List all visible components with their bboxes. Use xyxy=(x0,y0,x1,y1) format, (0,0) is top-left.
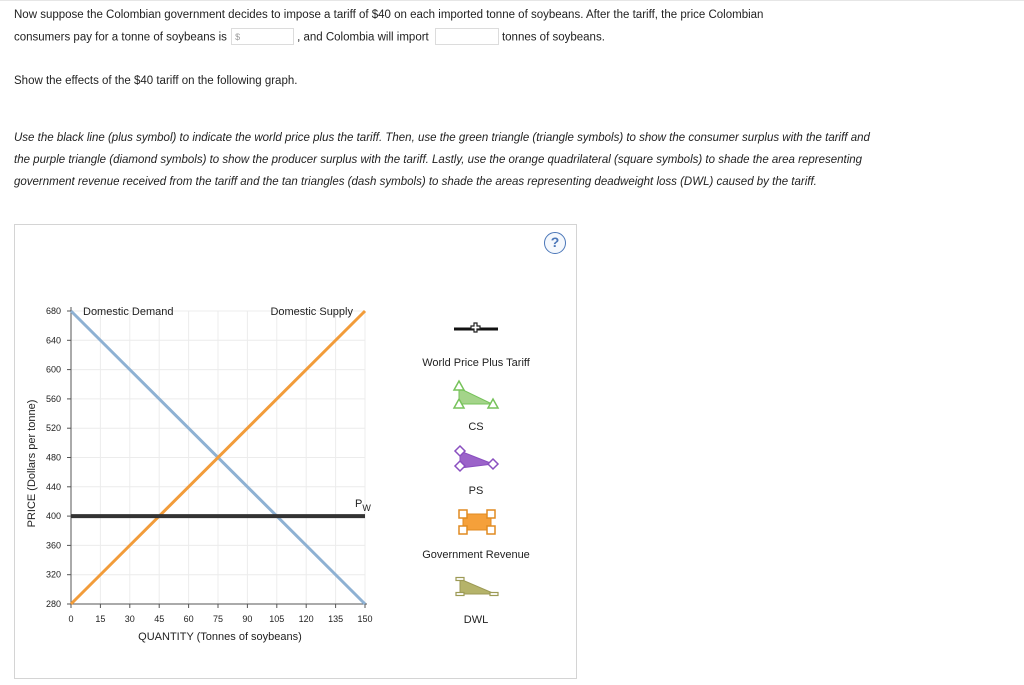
x-tick-label: 75 xyxy=(212,614,224,624)
question-text-c: tonnes of soybeans. xyxy=(501,31,605,44)
demand-label: Domestic Demand xyxy=(83,306,174,318)
instructions-text: Use the black line (plus symbol) to indicate the world price plus the tariff. Then, use the green triangle (triangle symbols) to show the consumer surplus with the tariff and the purple triangle (diamond symbols) to show the producer surplus with the tariff. Lastly, use the orange quadrilateral (square symbols) to shade the area representing government revenue received from the tariff and the tan triangles (dash symbols) to shade the areas representing deadweight loss (DWL) caused by the tariff. xyxy=(14,132,870,188)
dwl-dash-marker-icon xyxy=(490,593,498,596)
x-tick-label: 45 xyxy=(154,614,165,624)
help-icon[interactable]: ? xyxy=(544,232,566,254)
supply-label: Domestic Supply xyxy=(270,306,353,318)
tool-dwl[interactable] xyxy=(456,578,498,596)
tool-ps[interactable] xyxy=(455,446,498,471)
question-line-1: Now suppose the Colombian government decides to impose a tariff of $40 on each imported tonne of soybeans. After the tariff, the price Colombian xyxy=(14,9,764,21)
dwl-triangle-icon xyxy=(460,579,495,594)
y-tick-label: 480 xyxy=(45,452,61,463)
y-tick-label: 680 xyxy=(45,306,61,316)
x-tick-label: 90 xyxy=(242,614,253,624)
x-tick-label: 105 xyxy=(269,614,285,624)
ps-diamond-marker-icon xyxy=(488,459,498,469)
tool-label-government-revenue: Government Revenue xyxy=(422,549,530,561)
gov-revenue-square-marker-icon xyxy=(487,510,495,518)
y-tick-label: 440 xyxy=(45,481,61,492)
x-tick-label: 60 xyxy=(183,614,194,624)
x-tick-label: 120 xyxy=(298,614,314,624)
x-tick-label: 150 xyxy=(357,614,373,624)
show-effects-text: Show the effects of the $40 tariff on the following graph. xyxy=(14,75,298,87)
plus-marker-icon xyxy=(471,323,480,332)
gov-revenue-square-marker-icon xyxy=(459,510,467,518)
y-tick-label: 640 xyxy=(45,335,61,346)
y-tick-label: 360 xyxy=(45,540,61,551)
tool-label-dwl: DWL xyxy=(463,614,489,626)
tool-world-price-plus-tariff[interactable] xyxy=(454,323,498,332)
y-axis-label: PRICE (Dollars per tonne) xyxy=(26,399,38,528)
y-tick-label: 400 xyxy=(45,511,61,522)
tool-government-revenue[interactable] xyxy=(459,510,495,534)
y-tick-label: 560 xyxy=(45,393,61,404)
question-text-a: consumers pay for a tonne of soybeans is xyxy=(14,31,227,44)
y-tick-label: 320 xyxy=(45,569,61,580)
x-tick-label: 30 xyxy=(124,614,135,624)
y-tick-label: 600 xyxy=(45,364,61,375)
y-tick-label: 520 xyxy=(45,423,61,434)
x-tick-label: 15 xyxy=(95,614,106,624)
dwl-dash-marker-icon xyxy=(456,593,464,596)
gov-revenue-square-marker-icon xyxy=(459,526,467,534)
x-tick-label: 135 xyxy=(328,614,344,624)
tool-label-ps: PS xyxy=(468,485,484,497)
question-text-b: , and Colombia will import xyxy=(297,31,429,44)
y-tick-label: 280 xyxy=(45,599,61,609)
tool-label-world-price-plus-tariff: World Price Plus Tariff xyxy=(422,357,530,369)
dwl-dash-marker-icon xyxy=(456,578,464,581)
pw-label-sub: W xyxy=(362,503,371,513)
cs-triangle-marker-icon xyxy=(454,381,464,390)
tool-label-cs: CS xyxy=(468,421,484,433)
price-input-prefix: $ xyxy=(235,32,241,42)
x-tick-label: 0 xyxy=(68,614,74,624)
x-axis-label: QUANTITY (Tonnes of soybeans) xyxy=(138,631,302,643)
gov-revenue-square-marker-icon xyxy=(487,526,495,534)
pw-label: $P_W$ xyxy=(355,498,371,513)
tool-cs[interactable] xyxy=(454,381,498,408)
